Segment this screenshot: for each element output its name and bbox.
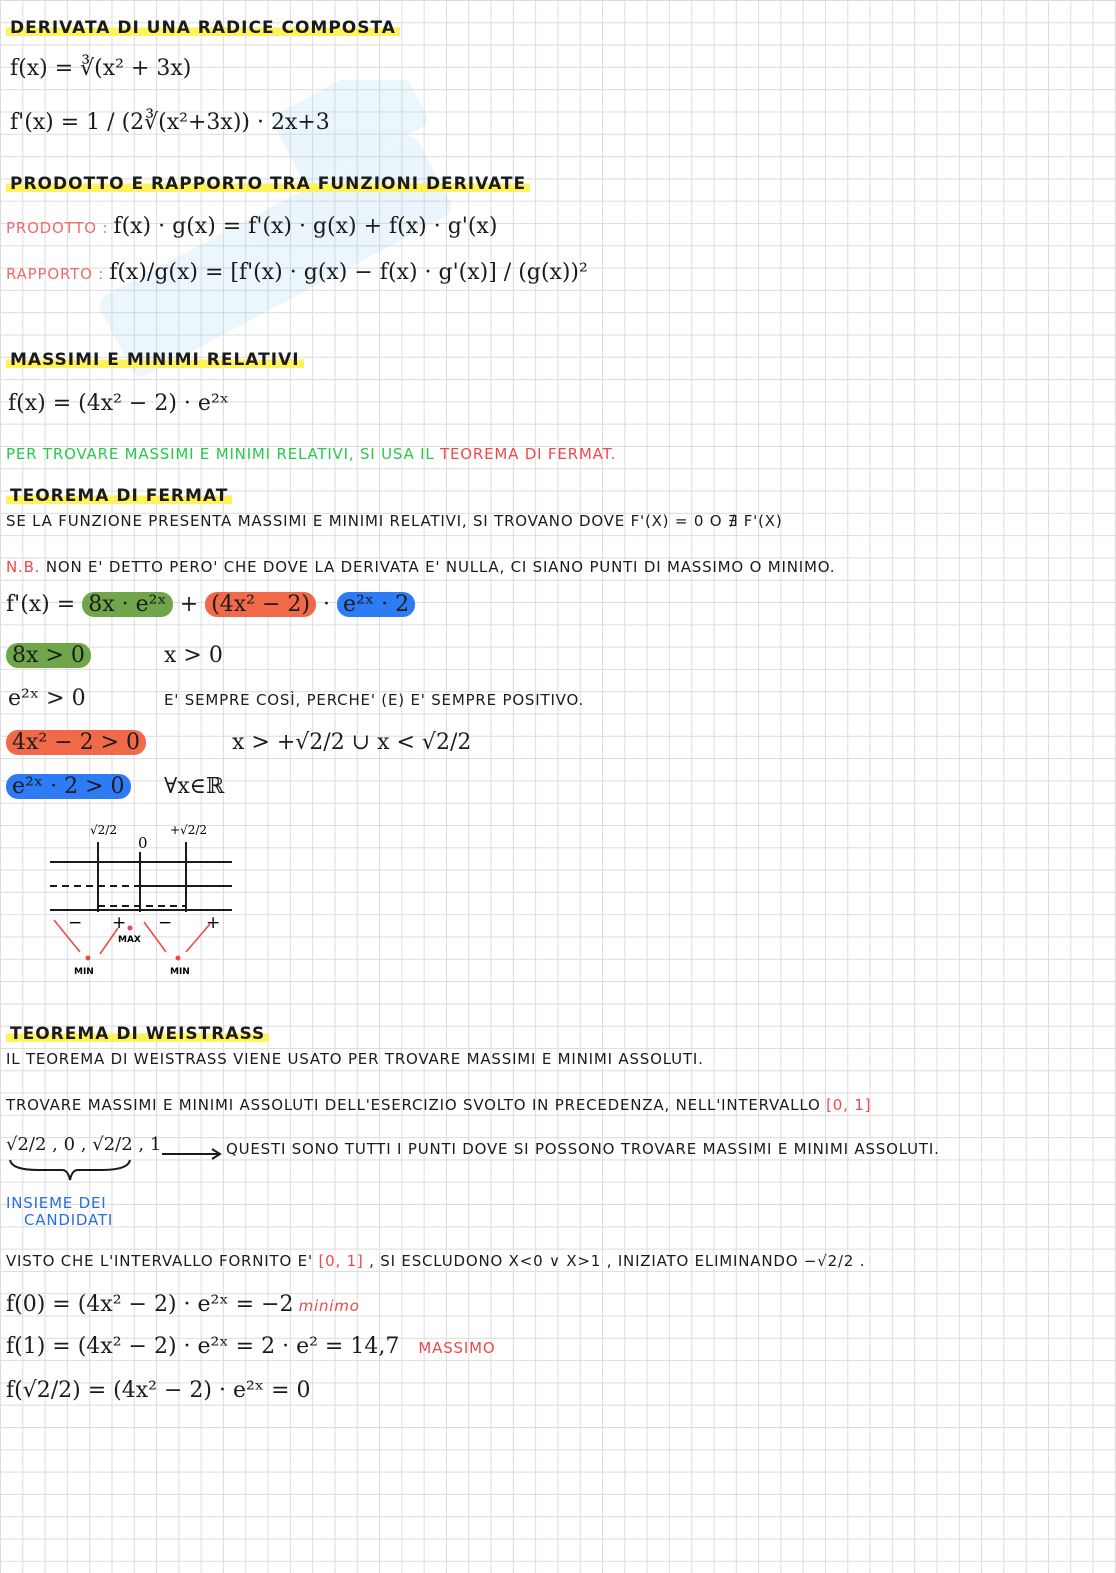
brace: [8, 1158, 132, 1182]
derivative-dot: ·: [323, 592, 330, 617]
weistrass-line-2-text: TROVARE MASSIMI E MINIMI ASSOLUTI DELL'ESERCIZIO SVOLTO IN PRECEDENZA, NELL'INTERVALLO: [6, 1096, 821, 1114]
nb-label: N.B.: [6, 558, 41, 576]
eval-2: f(1) = (4x² − 2) · e²ˣ = 2 · e² = 14,7: [6, 1334, 400, 1359]
weistrass-line-3: [6, 1254, 865, 1269]
eval-1: f(0) = (4x² − 2) · e²ˣ = −2: [6, 1292, 294, 1317]
eval-1-tag: minimo: [298, 1297, 360, 1315]
cond-2: e²ˣ > 0: [8, 686, 86, 711]
sign-2: +: [112, 913, 127, 933]
line-3-pre: VISTO CHE L'INTERVALLO FORNITO E': [6, 1252, 313, 1270]
heading-radice-composta: DERIVATA DI UNA RADICE COMPOSTA: [6, 20, 400, 37]
derivative-row: [6, 594, 415, 616]
sign-chart: [40, 812, 270, 987]
cond-1: 8x > 0: [6, 643, 91, 668]
prodotto-row: [6, 216, 497, 238]
cond-row-3: [6, 732, 146, 754]
min-point-2: [176, 956, 181, 961]
formula-fprime: f'(x) = 1 / (2∛(x²+3x)) · 2x+3: [10, 110, 330, 135]
chart-label-3: +√2/2: [170, 823, 208, 837]
eval-2-tag: MASSIMO: [418, 1339, 496, 1357]
interval-1: [0, 1]: [826, 1096, 872, 1114]
heading-massimi-minimi-relativi: MASSIMI E MINIMI RELATIVI: [6, 352, 304, 369]
arrow-right-icon: [160, 1146, 224, 1160]
set-label-2: CANDIDATI: [24, 1211, 114, 1229]
heading-prodotto-rapporto: PRODOTTO E RAPPORTO TRA FUNZIONI DERIVATE: [6, 176, 530, 193]
cond-row-4: [6, 776, 131, 798]
term-blue: e²ˣ · 2: [337, 592, 415, 617]
cond-row-1: [6, 645, 91, 667]
prodotto-label: PRODOTTO :: [6, 219, 109, 237]
candidate-set: √2/2 , 0 , √2/2 , 1: [6, 1134, 162, 1155]
interval-2: [0, 1]: [318, 1252, 364, 1270]
sign-3: −: [158, 913, 173, 933]
nb-text: NON E' DETTO PERO' CHE DOVE LA DERIVATA E' NULLA, CI SIANO PUNTI DI MASSIMO O MINIMO.: [45, 558, 836, 576]
fermat-statement: SE LA FUNZIONE PRESENTA MASSIMI E MINIMI RELATIVI, SI TROVANO DOVE F'(X) = 0 O ∄ F'(X): [6, 512, 783, 530]
max-label: MAX: [118, 935, 141, 945]
sign-4: +: [206, 913, 221, 933]
sol-3: x > +√2/2 ∪ x < √2/2: [232, 730, 472, 755]
rapporto-formula: f(x)/g(x) = [f'(x) · g(x) − f(x) · g'(x)] / (g(x))²: [109, 260, 588, 285]
formula-f-main: f(x) = (4x² − 2) · e²ˣ: [8, 391, 230, 416]
min-label-1: MIN: [74, 967, 94, 977]
derivative-plus: +: [179, 592, 199, 617]
sign-1: −: [68, 913, 83, 933]
note-fermat-em: TEOREMA DI FERMAT.: [440, 445, 617, 463]
note-fermat-text: PER TROVARE MASSIMI E MINIMI RELATIVI, SI USA IL: [6, 445, 435, 463]
eval-3: f(√2/2) = (4x² − 2) · e²ˣ = 0: [6, 1378, 311, 1403]
nb-row: [6, 560, 835, 575]
max-point: [128, 926, 133, 931]
term-green: 8x · e²ˣ: [82, 592, 173, 617]
weistrass-line-1: IL TEOREMA DI WEISTRASS VIENE USATO PER TROVARE MASSIMI E MINIMI ASSOLUTI.: [6, 1050, 704, 1068]
sol-4: ∀x∈ℝ: [164, 774, 225, 799]
derivative-lhs: f'(x) =: [6, 592, 76, 617]
arrow-text: QUESTI SONO TUTTI I PUNTI DOVE SI POSSONO TROVARE MASSIMI E MINIMI ASSOLUTI.: [226, 1140, 940, 1158]
set-label-1: INSIEME DEI: [6, 1194, 107, 1212]
prodotto-formula: f(x) · g(x) = f'(x) · g(x) + f(x) · g'(x): [113, 214, 498, 239]
sol-1: x > 0: [164, 643, 223, 668]
rapporto-label: RAPPORTO :: [6, 265, 105, 283]
heading-teorema-fermat: TEOREMA DI FERMAT: [6, 488, 232, 505]
min-point-1: [86, 956, 91, 961]
weistrass-line-2: [6, 1098, 871, 1113]
note-fermat: [6, 447, 616, 462]
formula-f: f(x) = ∛(x² + 3x): [10, 56, 192, 81]
eval-row-1: [6, 1294, 360, 1316]
eval-row-2: [6, 1336, 495, 1358]
heading-weistrass: TEOREMA DI WEISTRASS: [6, 1026, 269, 1043]
sol-2: E' SEMPRE COSÌ, PERCHE' (E) E' SEMPRE POSITIVO.: [164, 691, 585, 709]
term-red: (4x² − 2): [205, 592, 316, 617]
cond-4: e²ˣ · 2 > 0: [6, 774, 131, 799]
chart-label-1: √2/2: [90, 823, 117, 837]
line-3-post: , SI ESCLUDONO X<0 ∨ X>1 , INIZIATO ELIMINANDO −√2/2 .: [369, 1252, 866, 1270]
rapporto-row: [6, 262, 588, 284]
chart-label-2: 0: [138, 834, 148, 852]
chart-grid: [50, 842, 232, 912]
min-label-2: MIN: [170, 967, 190, 977]
cond-3: 4x² − 2 > 0: [6, 730, 146, 755]
